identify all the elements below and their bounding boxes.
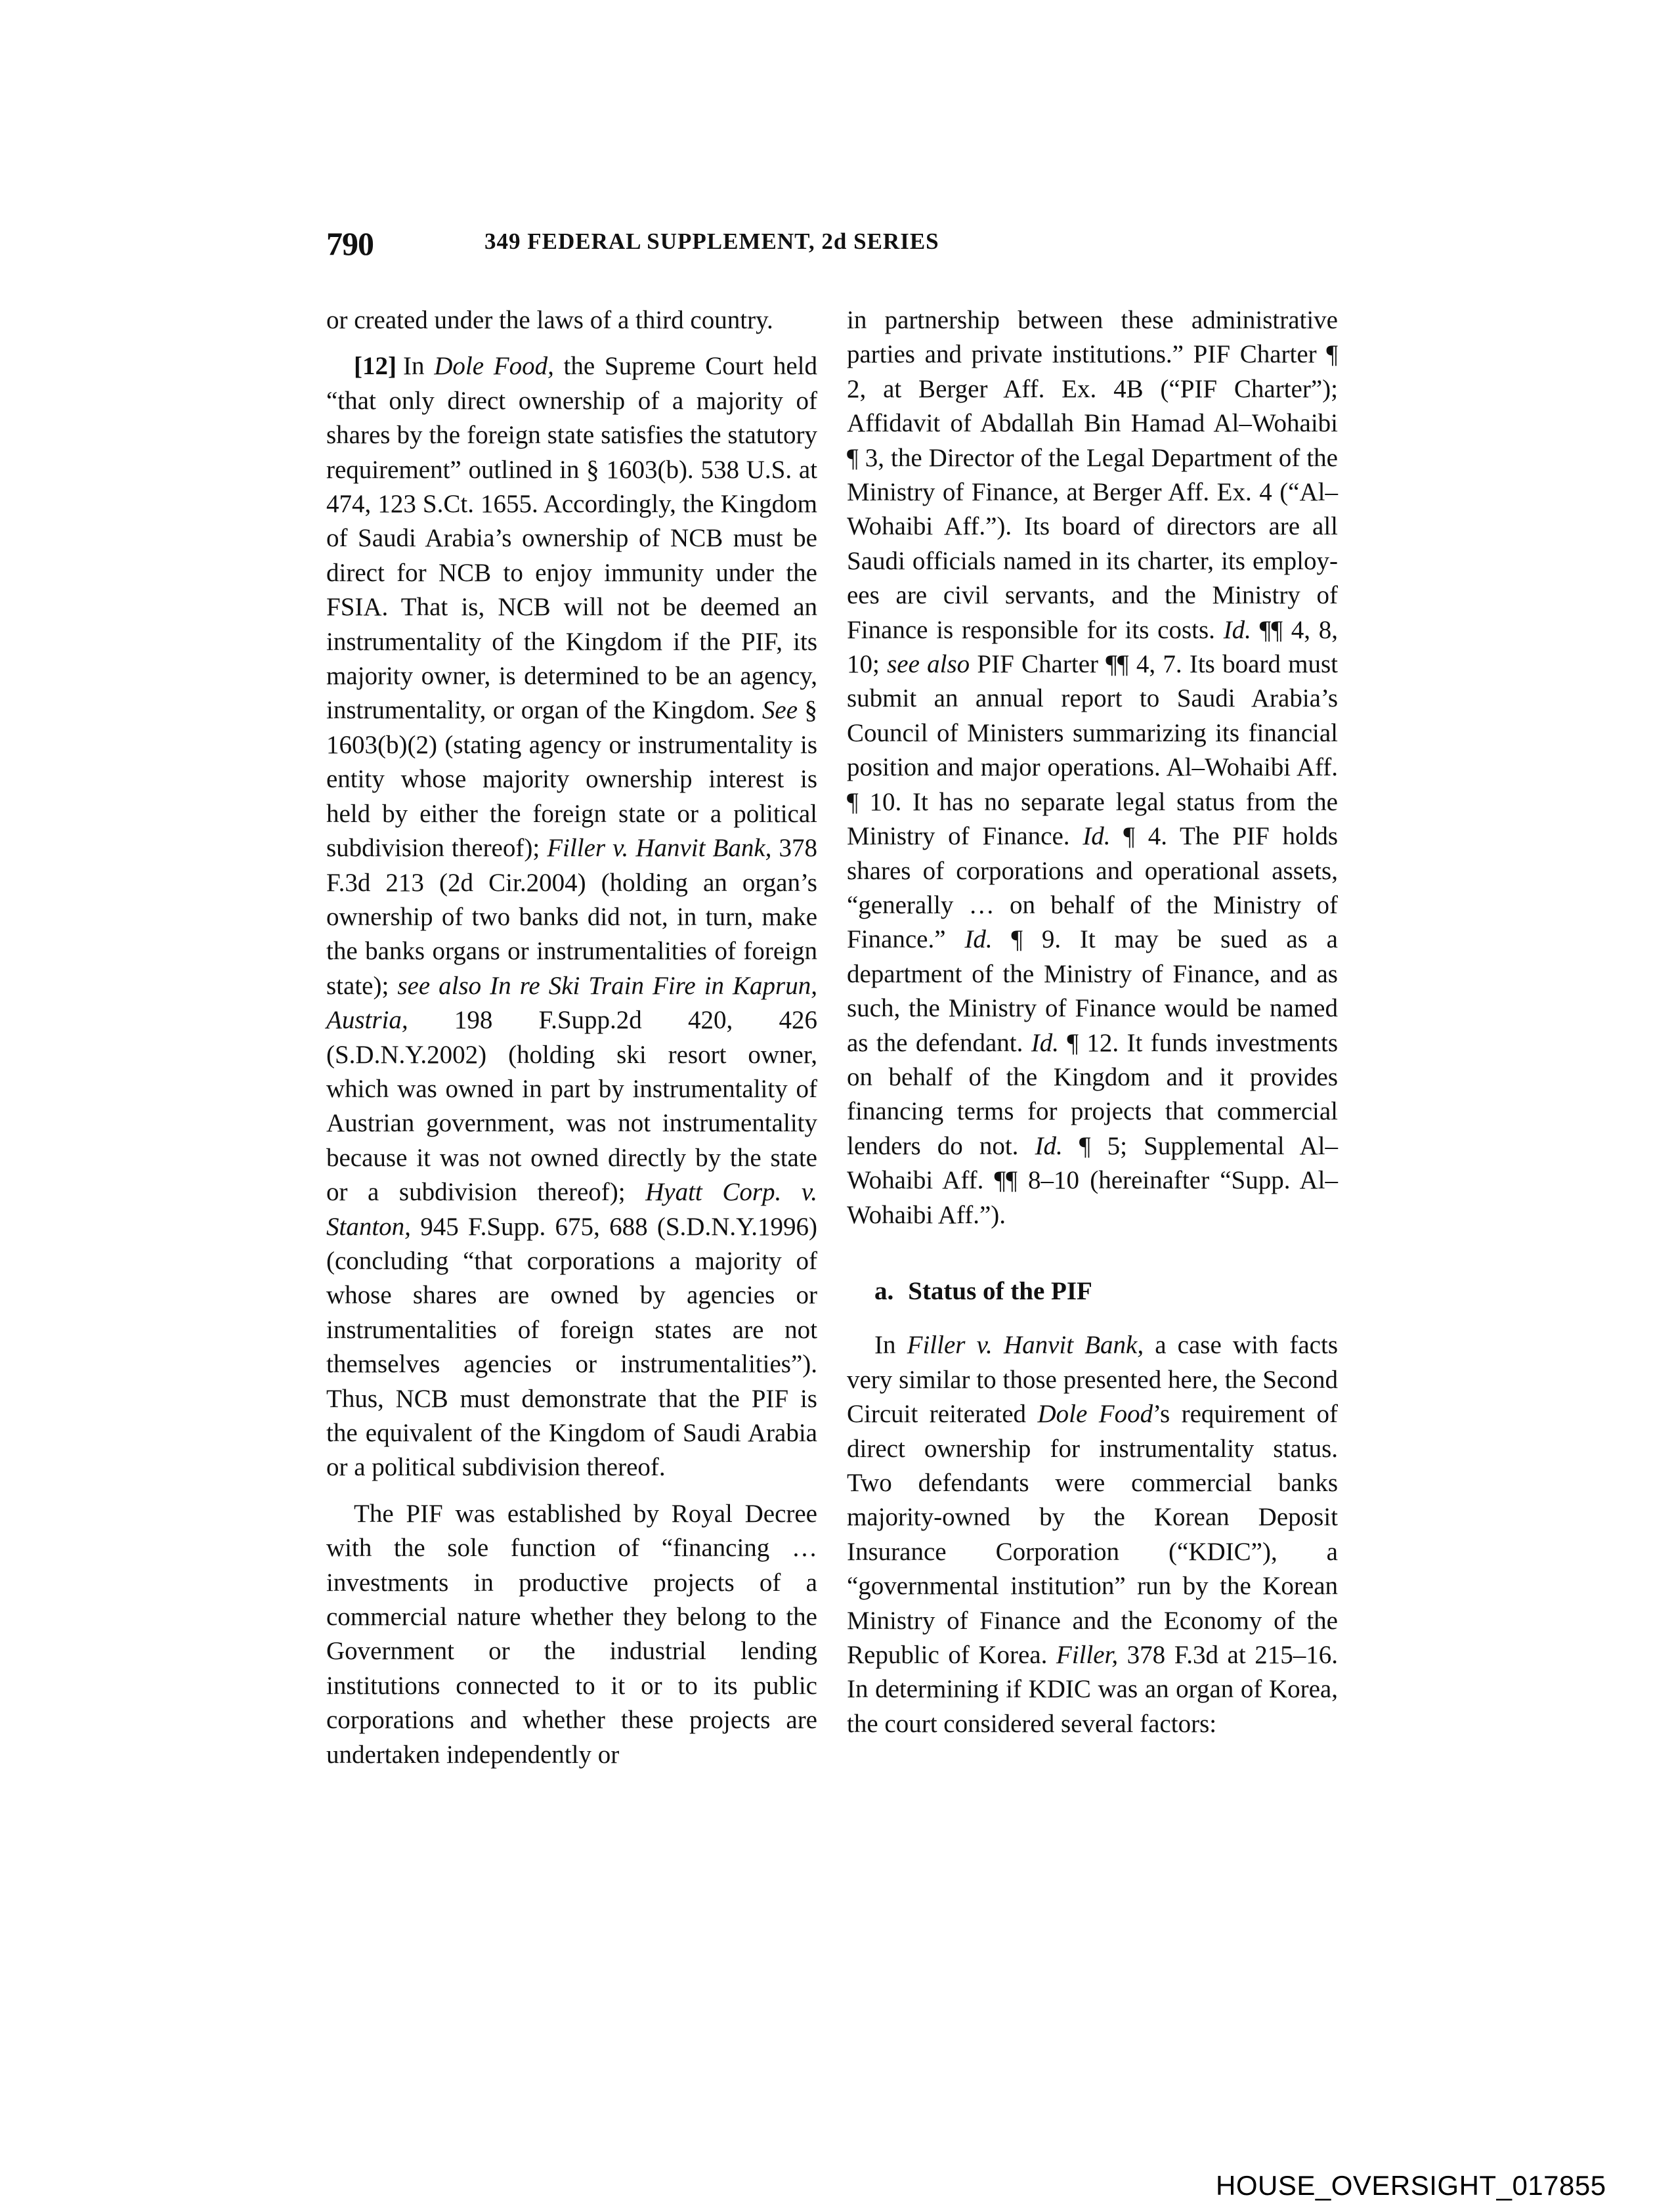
text-run: ¶ 5; Supplemental Al–Wohaibi Aff. ¶¶ 8–10 (hereinafter “Supp. Al–Wohaibi Aff.”).: [847, 1131, 1338, 1229]
citation-id: Id.: [1223, 615, 1251, 644]
text-run: In: [874, 1331, 907, 1360]
section-title: Status of the PIF: [908, 1276, 1092, 1305]
text-run: PIF Charter ¶¶ 4, 7. Its board must submit an annual report to Saudi Arabia’s Council of Ministers summarizing its financial position and major operations. Al–Wohaibi Aff. ¶ 10. It has no separate legal status from the Ministry of Finance.: [847, 650, 1338, 851]
headnote-key-number: [12]: [354, 352, 397, 381]
text-run: ¶ 12. It funds investments on behalf of the Kingdom and it provides financing terms for projects that commercial lenders do not.: [847, 1028, 1338, 1160]
case-name-hyatt: Hyatt Corp. v. Stanton,: [326, 1178, 817, 1241]
text-run: ¶ 9. It may be sued as a department of the Ministry of Finance, and as such, the Ministry of Finance would be named as the defendant.: [847, 925, 1338, 1057]
paragraph-continued: or created under the laws of a third country.: [326, 306, 773, 334]
case-name-filler: Filler v. Hanvit Bank,: [547, 834, 772, 863]
case-name-dole-food: Dole Food,: [434, 352, 554, 381]
right-column: [847, 303, 1338, 1741]
paragraph-continued-right: [847, 303, 1338, 1232]
case-name-filler-short: Filler,: [1056, 1641, 1119, 1670]
signal-see-also: see also: [887, 650, 970, 679]
bates-number: HOUSE_OVERSIGHT_017855: [1216, 2170, 1606, 2201]
text-run: a case with facts very similar to those presented here, the Second Circuit reiterated: [847, 1331, 1339, 1429]
page-number: 790: [326, 225, 374, 262]
text-run: In: [402, 352, 435, 381]
paragraph-filler: [847, 1328, 1338, 1741]
text-run: 198 F.Supp.2d 420, 426 (S.D.N.Y.2002) (holding ski resort owner, which was owned in part by instrumentality of Austrian government, was not instrumentality because it was not owned directly by the state or a subdivision thereof);: [326, 1006, 817, 1207]
text-run: the Supreme Court held “that only direct ownership of a majority of shares by the foreign state satisfies the statutory requirement” outlined in § 1603(b). 538 U.S. at 474, 123 S.Ct. 1655. Accordingly, the Kingdom of Saudi Arabia’s ownership of NCB must be direct for NCB to enjoy immunity under the FSIA. That is, NCB will not be deemed an instrumentality of the Kingdom if the PIF, its majority owner, is determined to be an agency, instrumentality, or organ of the Kingdom.: [326, 352, 817, 725]
citation-id: Id.: [1035, 1131, 1063, 1160]
citation-id: Id.: [1083, 822, 1111, 851]
text-run: in partnership between these administrative parties and private institutions.” PIF Charter ¶ 2, at Berger Aff. Ex. 4B (“PIF Charter”); Affidavit of Abdallah Bin Hamad Al–Wohaibi ¶ 3, the Director of the Legal Department of the Ministry of Finance, at Berger Aff. Ex. 4 (“Al–Wohaibi Aff.”). Its board of directors are all Saudi officials named in its charter, its employees are civil servants, and the Ministry of Finance is responsible for its costs.: [847, 306, 1338, 644]
citation-id: Id.: [964, 925, 993, 954]
section-heading: [847, 1274, 1338, 1309]
text-run: ¶ 4. The PIF holds shares of corporations and operational assets, “generally … on behalf of the Ministry of Finance.”: [847, 822, 1338, 954]
text-run: ¶¶ 4, 8, 10;: [847, 615, 1338, 679]
text-run: 945 F.Supp. 675, 688 (S.D.N.Y.1996) (concluding “that corporations a majority of whose shares are owned by agencies or instrumentalities of foreign states are not themselves agencies or instrumentalities”). Thus, NCB must demonstrate that the PIF is the equivalent of the Kingdom of Saudi Arabia or a political subdivision thereof.: [326, 1212, 817, 1482]
running-header: 349 FEDERAL SUPPLEMENT, 2d SERIES: [484, 228, 939, 254]
text-run: ’s requirement of direct ownership for instrumentality status. Two defendants were commercial banks majority-owned by the Korean Deposit Insurance Corporation (“KDIC”), a “governmental institution” run by the Korean Ministry of Finance and the Economy of the Republic of Korea.: [847, 1400, 1338, 1670]
signal-see: See: [762, 696, 798, 725]
case-name-ski-train: see also In re Ski Train Fire in Kaprun, Austria,: [326, 971, 817, 1035]
text-run: § 1603(b)(2) (stating agency or instrumentality is entity whose majority ownership interest is held by either the foreign state or a political subdivision thereof);: [326, 696, 818, 863]
text-run: 378 F.3d at 215–16. In determining if KDIC was an organ of Korea, the court considered several factors:: [847, 1641, 1338, 1738]
case-name-dole-food: Dole Food: [1037, 1400, 1153, 1429]
section-label: a.: [874, 1276, 894, 1305]
paragraph-pif-established: The PIF was established by Royal Decree with the sole function of “financing … investments in productive projects of a commercial nature whether they belong to the Government or the industrial lending institutions connected to it or to its public corporations and whether these projects are undertaken independently or: [326, 1499, 817, 1769]
text-run: 378 F.3d 213 (2d Cir.2004) (holding an organ’s ownership of two banks did not, in turn, make the banks organs or instrumentalities of foreign state);: [326, 834, 817, 1000]
citation-id: Id.: [1031, 1028, 1059, 1057]
left-column: [326, 303, 817, 1772]
case-name-filler: Filler v. Hanvit Bank,: [907, 1331, 1144, 1360]
paragraph-12: [326, 349, 817, 1485]
